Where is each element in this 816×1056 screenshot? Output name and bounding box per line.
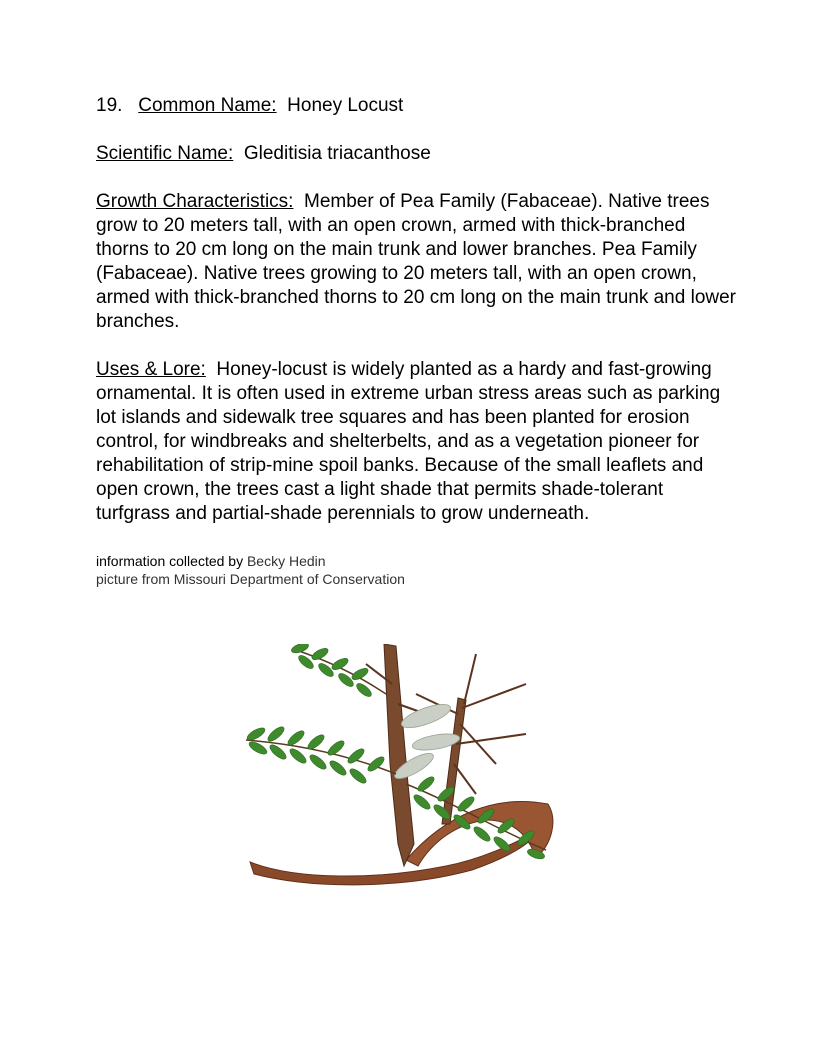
growth-paragraph: [96, 190, 736, 334]
credits: [96, 552, 736, 588]
main-branch: [384, 644, 414, 866]
collected-by-line: [96, 552, 736, 570]
scientific-name-value: Gleditisia triacanthose: [243, 143, 431, 164]
scientific-name-line: [96, 142, 736, 166]
seed-pod-lower: [250, 832, 536, 885]
growth-text: Member of Pea Family (Fabaceae). Native trees grow to 20 meters tall, with an open crown, armed with thick-branched thorns to 20 cm long on the main trunk and lower branches. Pea Family (Fabaceae). Native trees growing to 20 meters tall, with an open crown, armed with thick-branched thorns to 20 cm long on the main trunk and lower branches.: [96, 191, 736, 332]
common-name-value: Honey Locust: [287, 95, 404, 116]
collected-name: Becky Hedin: [246, 553, 326, 569]
collected-prefix: information collected by: [96, 553, 244, 569]
document-page: [96, 94, 736, 588]
entry-number: 19.: [96, 95, 123, 116]
scientific-name-label: Scientific Name:: [96, 143, 234, 164]
common-name-line: [96, 94, 736, 118]
picture-source-line: picture from Missouri Department of Conservation: [96, 571, 405, 587]
uses-paragraph: [96, 358, 736, 526]
common-name-label: Common Name:: [138, 95, 277, 116]
honey-locust-illustration: [236, 644, 580, 886]
leaf-frond-upper: [290, 644, 386, 699]
uses-label: Uses & Lore:: [96, 359, 206, 380]
uses-text: Honey-locust is widely planted as a hardy and fast-growing ornamental. It is often used in extreme urban stress areas such as parking lot islands and sidewalk tree squares and has been planted for erosion control, for windbreaks and shelterbelts, and as a vegetation pioneer for rehabilitation of strip-mine spoil banks. Because of the small leaflets and open crown, the trees cast a light shade that permits shade-tolerant turfgrass and partial-shade perennials to grow underneath.: [96, 359, 721, 524]
growth-label: Growth Characteristics:: [96, 191, 294, 212]
leaf-frond-left: [245, 725, 396, 786]
